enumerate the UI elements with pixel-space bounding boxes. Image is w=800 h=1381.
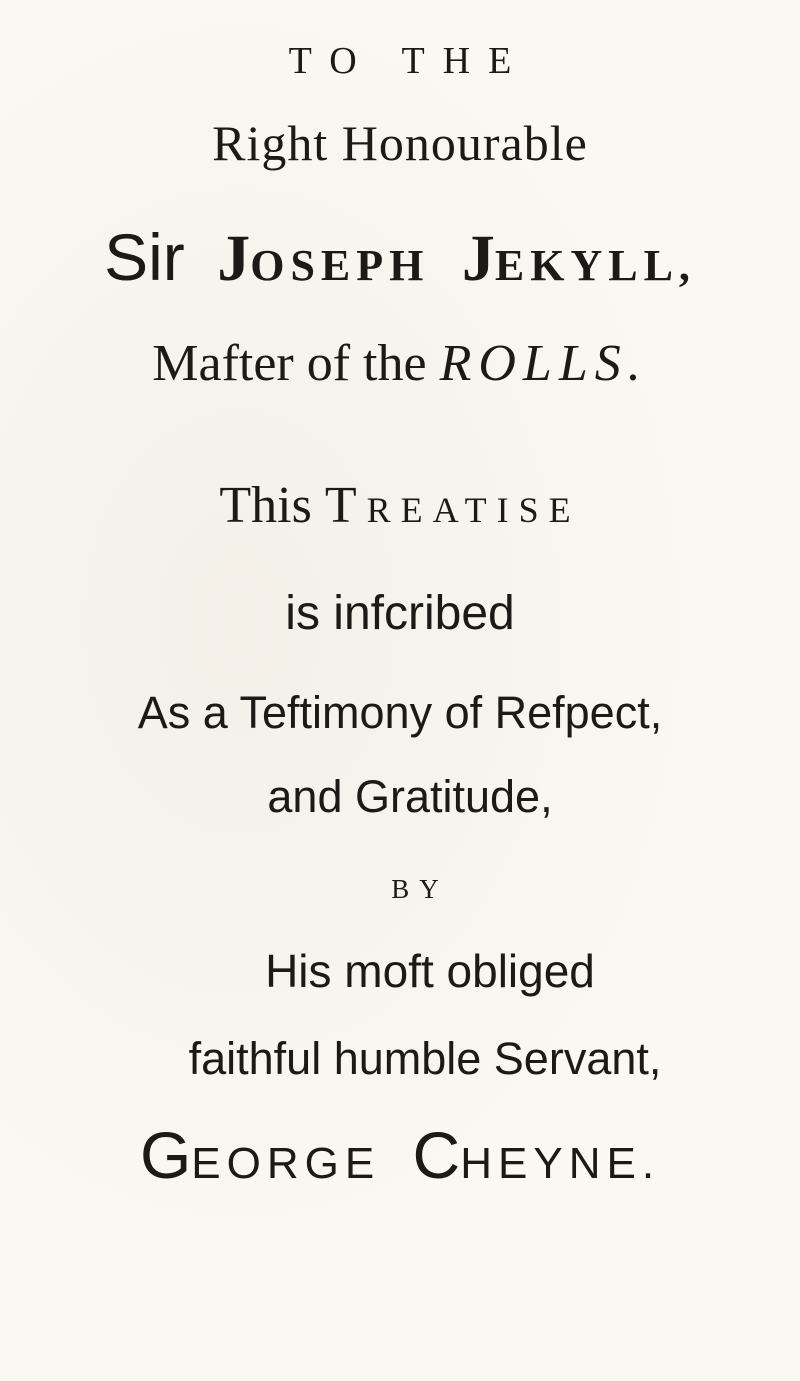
- obliged-line: His moft obliged: [265, 945, 595, 997]
- treatise-this: This: [219, 477, 312, 534]
- treatise-initial: T: [324, 477, 367, 534]
- first-name-rest: OSEPH: [250, 241, 430, 290]
- treatise-line: [0, 477, 800, 534]
- dedicatee-name: [0, 220, 800, 295]
- testimony-line: As a Teftimony of Refpect,: [137, 687, 663, 738]
- by-line: BY: [391, 874, 449, 904]
- right-honourable-line: Right Honourable: [212, 115, 588, 171]
- name-prefix: Sir: [104, 220, 185, 294]
- author-last-rest: HEYNE.: [460, 1139, 661, 1188]
- first-name-initial: J: [217, 222, 251, 295]
- office-title-text: Mafter of the: [152, 335, 427, 392]
- gratitude-line: and Gratitude,: [267, 771, 553, 822]
- to-the-heading: TO THE: [288, 40, 530, 82]
- last-name-rest: EKYLL,: [494, 241, 696, 290]
- author-first-rest: EORGE: [191, 1139, 381, 1188]
- office-name: ROLLS.: [439, 335, 648, 392]
- author-last-initial: C: [412, 1118, 461, 1192]
- treatise-rest: REATISE: [366, 490, 581, 530]
- office-title: [0, 335, 800, 392]
- servant-line: faithful humble Servant,: [188, 1033, 662, 1084]
- author-first-initial: G: [139, 1118, 192, 1192]
- last-name-initial: J: [461, 222, 495, 295]
- inscribed-line: is infcribed: [285, 587, 515, 640]
- author-signature: [0, 1118, 800, 1192]
